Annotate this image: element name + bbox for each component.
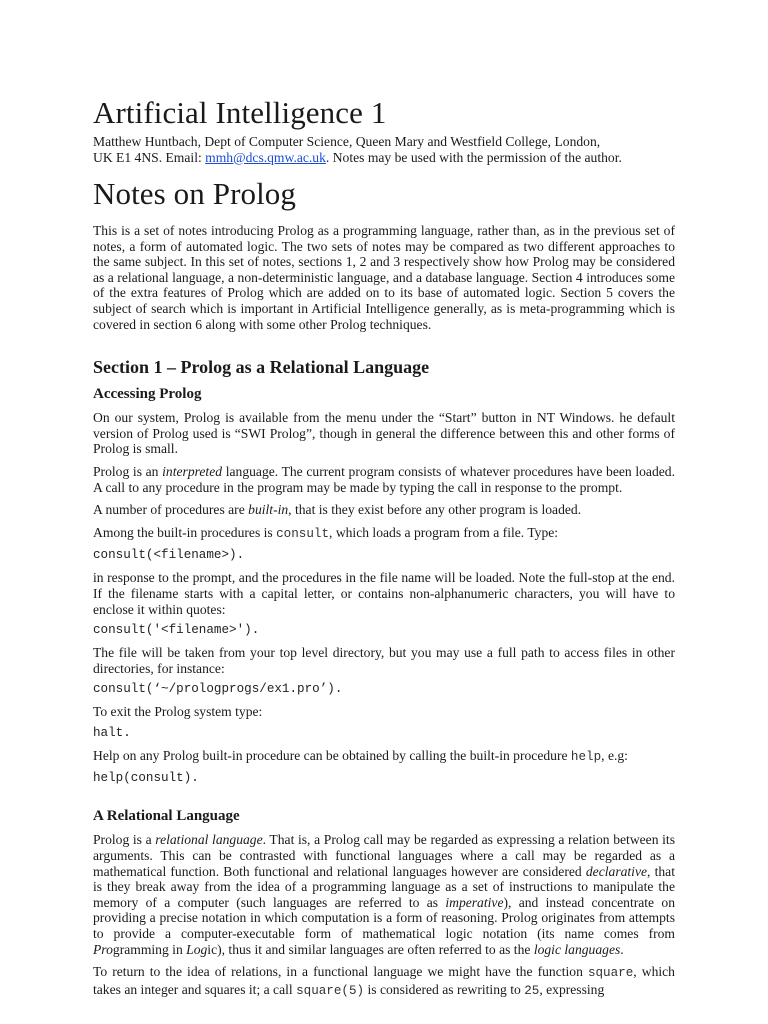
paragraph-help: Help on any Prolog built-in procedure can be obtained by calling the built-in procedure help, e.g: <box>93 747 628 764</box>
code-consult-filename: consult(<filename>). <box>93 548 245 563</box>
author-info <box>93 134 675 165</box>
author-line-1: Matthew Huntbach, Dept of Computer Science, Queen Mary and Westfield College, London, <box>93 134 601 149</box>
section-1-heading: Section 1 – Prolog as a Relational Language <box>93 357 430 378</box>
code-halt: halt. <box>93 725 131 740</box>
document-title: Artificial Intelligence 1 <box>93 95 387 130</box>
paragraph-directory: The file will be taken from your top level directory, but you may use a full path to access files in other directories, for instance: <box>93 645 675 676</box>
notes-title: Notes on Prolog <box>93 176 296 211</box>
relational-language-heading: A Relational Language <box>93 808 240 825</box>
paragraph-system: On our system, Prolog is available from the menu under the “Start” button in NT Windows. he default version of Prolog used is “SWI Prolog”, though in general the difference between this and other forms of Prolog is small. <box>93 410 675 457</box>
accessing-prolog-heading: Accessing Prolog <box>93 386 202 403</box>
paragraph-interpreted: Prolog is an interpreted language. The current program consists of whatever procedures have been loaded. A call to any procedure in the program may be made by typing the call in response to the prompt. <box>93 463 675 495</box>
code-help: help(consult). <box>93 771 199 786</box>
author-line-2: UK E1 4NS. Email: mmh@dcs.qmw.ac.uk. Notes may be used with the permission of the author. <box>93 149 622 165</box>
paragraph-consult: Among the built-in procedures is consult, which loads a program from a file. Type: <box>93 524 559 541</box>
email-link[interactable]: mmh@dcs.qmw.ac.uk <box>205 149 326 165</box>
code-consult-path: consult(‘~/prologprogs/ex1.pro’). <box>93 682 343 697</box>
paragraph-exit: To exit the Prolog system type: <box>93 704 263 720</box>
code-consult-quoted: consult('<filename>'). <box>93 623 260 638</box>
paragraph-fullstop: in response to the prompt, and the procedures in the file name will be loaded. Note the full-stop at the end. If the filename starts with a capital letter, or contains non-alphanumeric characters, you will have to enclose it within quotes: <box>93 570 675 617</box>
paragraph-builtin: A number of procedures are built-in, that is they exist before any other program is loaded. <box>93 502 582 518</box>
intro-paragraph: This is a set of notes introducing Prolog as a programming language, rather than, as in the previous set of notes, a form of automated logic. The two sets of notes may be compared as two different approaches to the same subject. In this set of notes, sections 1, 2 and 3 respectively show how Prolog may be considered as a relational language, a non-deterministic language, and a database language. Section 4 introduces some of the extra features of Prolog which are added on to its base of automated logic. Section 5 covers the subject of search which is important in Artificial Intelligence generally, as is meta-programming which is covered in section 6 along with some other Prolog techniques. <box>93 223 675 332</box>
paragraph-square: To return to the idea of relations, in a functional language we might have the function square, which takes an integer and squares it; a call square(5) is considered as rewriting to 25, expressing <box>93 964 675 998</box>
paragraph-relational: Prolog is a relational language. That is, a Prolog call may be regarded as expressing a relation between its arguments. This can be contrasted with functional languages where a call may be regarded as a mathematical function. Both functional and relational languages however are considered declarative, that is they break away from the idea of a programming language as a set of instructions to manipulate the memory of a computer (such languages are referred to as imperative), and instead concentrate on providing a precise notation in which computation is a form of reasoning. Prolog originates from attempts to provide a computer-executable form of mathematical logic notation (its name comes from Programming in Logic), thus it and similar languages are often referred to as the logic languages. <box>93 832 675 957</box>
